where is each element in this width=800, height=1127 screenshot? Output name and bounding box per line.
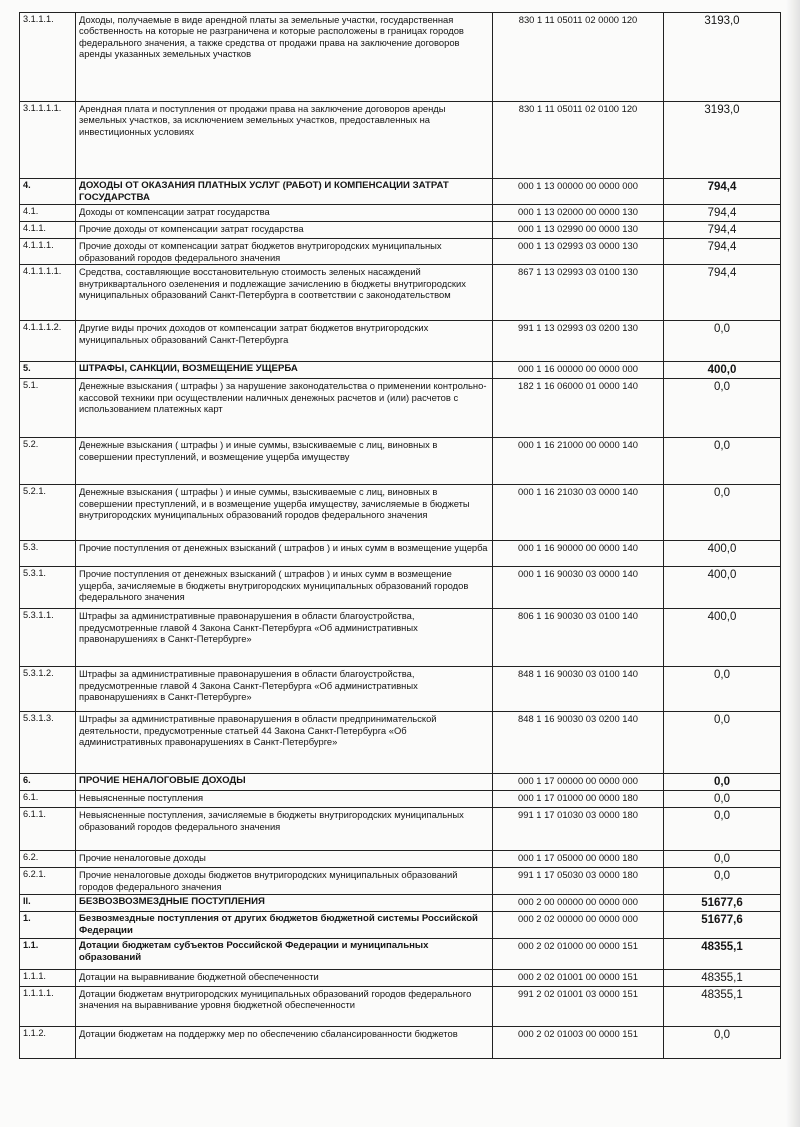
row-amount-cell: 794,4 <box>664 239 781 265</box>
row-code-cell: 000 1 17 05000 00 0000 180 <box>493 851 664 868</box>
table-row <box>20 102 781 179</box>
row-amount-cell: 794,4 <box>664 205 781 222</box>
table-row <box>20 712 781 774</box>
row-number-cell: 4.1.1.1. <box>20 239 76 265</box>
row-name-cell: Безвозмездные поступления от других бюджетов бюджетной системы Российской Федерации <box>76 912 493 938</box>
row-number-cell: 6. <box>20 774 76 791</box>
table-row <box>20 868 781 895</box>
row-number-cell: 4.1. <box>20 205 76 222</box>
row-amount-cell: 48355,1 <box>664 986 781 1026</box>
row-code-cell: 000 1 16 00000 00 0000 000 <box>493 362 664 379</box>
table-row <box>20 485 781 541</box>
row-number-cell: 1. <box>20 912 76 938</box>
row-name-cell: Дотации бюджетам субъектов Российской Федерации и муниципальных образований <box>76 938 493 969</box>
table-row <box>20 609 781 667</box>
row-name-cell: Доходы от компенсации затрат государства <box>76 205 493 222</box>
row-code-cell: 000 1 13 00000 00 0000 000 <box>493 179 664 205</box>
row-code-cell: 000 1 13 02000 00 0000 130 <box>493 205 664 222</box>
row-code-cell: 000 2 02 01001 00 0000 151 <box>493 969 664 986</box>
table-row <box>20 179 781 205</box>
row-name-cell: Прочие поступления от денежных взысканий ( штрафов ) и иных сумм в возмещение ущерба, зачисляемые в бюджеты внутригородских муниципальных образований городов федерального значения <box>76 567 493 609</box>
row-name-cell: БЕЗВОЗВОЗМЕЗДНЫЕ ПОСТУПЛЕНИЯ <box>76 895 493 912</box>
table-row <box>20 222 781 239</box>
table-row <box>20 912 781 938</box>
row-code-cell: 000 1 16 21030 03 0000 140 <box>493 485 664 541</box>
row-name-cell: Прочие поступления от денежных взысканий ( штрафов ) и иных сумм в возмещение ущерба <box>76 541 493 567</box>
row-amount-cell: 51677,6 <box>664 912 781 938</box>
row-number-cell: 1.1.1. <box>20 969 76 986</box>
row-amount-cell: 0,0 <box>664 485 781 541</box>
table-row <box>20 986 781 1026</box>
table-row <box>20 969 781 986</box>
table-row <box>20 362 781 379</box>
row-amount-cell: 3193,0 <box>664 13 781 102</box>
table-row <box>20 438 781 485</box>
row-number-cell: 6.1.1. <box>20 808 76 851</box>
row-amount-cell: 400,0 <box>664 609 781 667</box>
table-row <box>20 205 781 222</box>
row-name-cell: ШТРАФЫ, САНКЦИИ, ВОЗМЕЩЕНИЕ УЩЕРБА <box>76 362 493 379</box>
table-row <box>20 851 781 868</box>
row-number-cell: 1.1.1.1. <box>20 986 76 1026</box>
row-amount-cell: 0,0 <box>664 851 781 868</box>
row-amount-cell: 0,0 <box>664 774 781 791</box>
budget-revenue-table <box>19 12 781 1059</box>
row-amount-cell: 0,0 <box>664 667 781 712</box>
row-name-cell: Невыясненные поступления, зачисляемые в бюджеты внутригородских муниципальных образований городов федерального значения <box>76 808 493 851</box>
table-row <box>20 239 781 265</box>
table-row <box>20 265 781 321</box>
row-code-cell: 000 1 16 21000 00 0000 140 <box>493 438 664 485</box>
row-number-cell: 4.1.1. <box>20 222 76 239</box>
row-name-cell: Денежные взыскания ( штрафы ) и иные суммы, взыскиваемые с лиц, виновных в совершении преступлений, и в возмещение ущерба имуществу, зачисляемые в бюджеты внутригородских муниципальных образований городов федерального значения <box>76 485 493 541</box>
row-amount-cell: 48355,1 <box>664 938 781 969</box>
row-number-cell: 4. <box>20 179 76 205</box>
row-number-cell: 5. <box>20 362 76 379</box>
row-amount-cell: 400,0 <box>664 567 781 609</box>
row-number-cell: 3.1.1.1. <box>20 13 76 102</box>
row-code-cell: 991 1 13 02993 03 0200 130 <box>493 321 664 362</box>
table-row <box>20 808 781 851</box>
row-number-cell: 6.1. <box>20 791 76 808</box>
row-code-cell: 000 1 16 90000 00 0000 140 <box>493 541 664 567</box>
row-number-cell: 5.3. <box>20 541 76 567</box>
row-amount-cell: 0,0 <box>664 1026 781 1058</box>
row-name-cell: Доходы, получаемые в виде арендной платы за земельные участки, государственная собственность на которые не разграничена и которые расположены в границах городов федерального значения, а также средства от продажи права на заключение договоров аренды указанных земельных участков <box>76 13 493 102</box>
row-number-cell: 6.2.1. <box>20 868 76 895</box>
row-code-cell: 848 1 16 90030 03 0100 140 <box>493 667 664 712</box>
row-code-cell: 000 1 17 01000 00 0000 180 <box>493 791 664 808</box>
row-number-cell: 5.1. <box>20 379 76 438</box>
table-row <box>20 774 781 791</box>
row-amount-cell: 3193,0 <box>664 102 781 179</box>
table-row <box>20 13 781 102</box>
row-code-cell: 000 2 02 01000 00 0000 151 <box>493 938 664 969</box>
row-code-cell: 991 1 17 05030 03 0000 180 <box>493 868 664 895</box>
row-code-cell: 991 1 17 01030 03 0000 180 <box>493 808 664 851</box>
row-number-cell: 5.2. <box>20 438 76 485</box>
row-code-cell: 867 1 13 02993 03 0100 130 <box>493 265 664 321</box>
row-name-cell: Средства, составляющие восстановительную стоимость зеленых насаждений внутриквартального озеленения и подлежащие зачислению в бюджеты внутригородских муниципальных образований Санкт-Петербурга в соответствии с законодательством <box>76 265 493 321</box>
row-amount-cell: 0,0 <box>664 321 781 362</box>
row-number-cell: 1.1.2. <box>20 1026 76 1058</box>
row-number-cell: 5.3.1.2. <box>20 667 76 712</box>
row-amount-cell: 794,4 <box>664 222 781 239</box>
row-name-cell: Дотации на выравнивание бюджетной обеспеченности <box>76 969 493 986</box>
table-row <box>20 1026 781 1058</box>
row-name-cell: Денежные взыскания ( штрафы ) за нарушение законодательства о применении контрольно-кассовой техники при осуществлении наличных денежных расчетов и (или) расчетов с использованием платежных карт <box>76 379 493 438</box>
row-name-cell: Дотации бюджетам на поддержку мер по обеспечению сбалансированности бюджетов <box>76 1026 493 1058</box>
row-code-cell: 182 1 16 06000 01 0000 140 <box>493 379 664 438</box>
row-name-cell: Арендная плата и поступления от продажи права на заключение договоров аренды земельных участков, за исключением земельных участков, предоставленных на инвестиционных условиях <box>76 102 493 179</box>
row-name-cell: ДОХОДЫ ОТ ОКАЗАНИЯ ПЛАТНЫХ УСЛУГ (РАБОТ) И КОМПЕНСАЦИИ ЗАТРАТ ГОСУДАРСТВА <box>76 179 493 205</box>
row-name-cell: Штрафы за административные правонарушения в области благоустройства, предусмотренные главой 4 Закона Санкт-Петербурга «Об административных правонарушениях в Санкт-Петербурге» <box>76 667 493 712</box>
row-number-cell: 5.3.1.3. <box>20 712 76 774</box>
row-number-cell: 5.3.1.1. <box>20 609 76 667</box>
table-row <box>20 567 781 609</box>
row-amount-cell: 48355,1 <box>664 969 781 986</box>
row-code-cell: 848 1 16 90030 03 0200 140 <box>493 712 664 774</box>
table-row <box>20 321 781 362</box>
row-number-cell: 5.3.1. <box>20 567 76 609</box>
row-amount-cell: 0,0 <box>664 791 781 808</box>
row-name-cell: Дотации бюджетам внутригородских муниципальных образований городов федерального значения на выравнивание уровня бюджетной обеспеченности <box>76 986 493 1026</box>
row-code-cell: 000 1 16 90030 03 0000 140 <box>493 567 664 609</box>
row-code-cell: 000 1 13 02990 00 0000 130 <box>493 222 664 239</box>
row-name-cell: Прочие неналоговые доходы <box>76 851 493 868</box>
row-amount-cell: 0,0 <box>664 438 781 485</box>
row-amount-cell: 0,0 <box>664 868 781 895</box>
row-amount-cell: 794,4 <box>664 265 781 321</box>
row-code-cell: 830 1 11 05011 02 0100 120 <box>493 102 664 179</box>
table-row <box>20 379 781 438</box>
row-number-cell: 4.1.1.1.1. <box>20 265 76 321</box>
row-name-cell: Денежные взыскания ( штрафы ) и иные суммы, взыскиваемые с лиц, виновных в совершении преступлений, и возмещение ущерба имуществу <box>76 438 493 485</box>
row-name-cell: Штрафы за административные правонарушения в области предпринимательской деятельности, предусмотренные статьей 44 Закона Санкт-Петербурга «Об административных правонарушениях в Санкт-Петербурге» <box>76 712 493 774</box>
row-name-cell: Штрафы за административные правонарушения в области благоустройства, предусмотренные главой 4 Закона Санкт-Петербурга «Об административных правонарушениях в Санкт-Петербурге» <box>76 609 493 667</box>
row-code-cell: 000 1 13 02993 03 0000 130 <box>493 239 664 265</box>
row-amount-cell: 0,0 <box>664 808 781 851</box>
row-number-cell: 1.1. <box>20 938 76 969</box>
row-code-cell: 806 1 16 90030 03 0100 140 <box>493 609 664 667</box>
table-row <box>20 791 781 808</box>
row-amount-cell: 0,0 <box>664 379 781 438</box>
row-name-cell: Другие виды прочих доходов от компенсации затрат бюджетов внутригородских муниципальных образований Санкт-Петербурга <box>76 321 493 362</box>
row-name-cell: ПРОЧИЕ НЕНАЛОГОВЫЕ ДОХОДЫ <box>76 774 493 791</box>
scan-edge-shadow <box>786 0 800 1127</box>
row-number-cell: 3.1.1.1.1. <box>20 102 76 179</box>
table-body <box>20 13 781 1059</box>
table-row <box>20 541 781 567</box>
row-name-cell: Прочие доходы от компенсации затрат бюджетов внутригородских муниципальных образований городов федерального значения <box>76 239 493 265</box>
row-amount-cell: 51677,6 <box>664 895 781 912</box>
row-name-cell: Прочие доходы от компенсации затрат государства <box>76 222 493 239</box>
row-amount-cell: 0,0 <box>664 712 781 774</box>
row-code-cell: 000 2 00 00000 00 0000 000 <box>493 895 664 912</box>
row-number-cell: 6.2. <box>20 851 76 868</box>
row-code-cell: 830 1 11 05011 02 0000 120 <box>493 13 664 102</box>
row-code-cell: 000 2 02 01003 00 0000 151 <box>493 1026 664 1058</box>
row-name-cell: Невыясненные поступления <box>76 791 493 808</box>
row-code-cell: 000 2 02 00000 00 0000 000 <box>493 912 664 938</box>
table-row <box>20 667 781 712</box>
row-name-cell: Прочие неналоговые доходы бюджетов внутригородских муниципальных образований городов федерального значения <box>76 868 493 895</box>
row-number-cell: 5.2.1. <box>20 485 76 541</box>
row-amount-cell: 400,0 <box>664 362 781 379</box>
row-number-cell: II. <box>20 895 76 912</box>
row-amount-cell: 400,0 <box>664 541 781 567</box>
table-row <box>20 895 781 912</box>
row-number-cell: 4.1.1.1.2. <box>20 321 76 362</box>
row-code-cell: 000 1 17 00000 00 0000 000 <box>493 774 664 791</box>
row-amount-cell: 794,4 <box>664 179 781 205</box>
row-code-cell: 991 2 02 01001 03 0000 151 <box>493 986 664 1026</box>
table-row <box>20 938 781 969</box>
